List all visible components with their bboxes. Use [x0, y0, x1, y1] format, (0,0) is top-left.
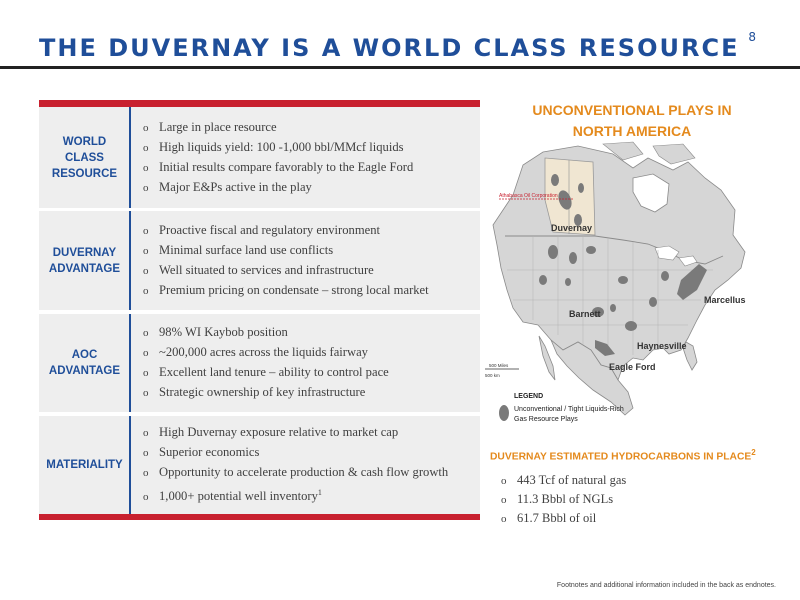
hc-item: o 443 Tcf of natural gas	[501, 471, 626, 490]
bullet-item: o 1,000+ potential well inventory$^1$	[143, 483, 448, 507]
play-area	[586, 246, 596, 254]
bullet-icon: o	[143, 491, 149, 504]
map-title: UNCONVENTIONAL PLAYS IN NORTH AMERICA	[532, 102, 732, 139]
row-label: AOC ADVANTAGE	[48, 349, 121, 377]
page-number: 8	[748, 30, 756, 44]
bullet-icon: o	[143, 161, 149, 174]
play-area-haynesville	[625, 321, 637, 331]
legend-title: LEGEND	[514, 393, 544, 400]
bullet-icon: o	[143, 387, 149, 399]
athabasca-label: Athabasca Oil Corporation	[499, 193, 558, 199]
bullet-icon: o	[143, 347, 149, 359]
row-label: DUVERNAY ADVANTAGE	[48, 246, 121, 275]
bullet-item: o Superior economics	[143, 443, 448, 463]
bullet-icon: o	[143, 426, 149, 439]
bullet-item: o High liquids yield: 100 -1,000 bbl/MMcf liquids	[143, 138, 413, 158]
footnote-marker: 2	[751, 448, 756, 457]
bullet-item: o Large in place resource	[143, 118, 413, 138]
play-area	[578, 183, 584, 193]
legend-text-line1: Unconventional / Tight Liquids-Rich	[514, 406, 624, 413]
row-divider	[129, 416, 131, 514]
bullet-icon: o	[143, 446, 149, 459]
bullet-item: o Minimal surface land use conflicts	[143, 241, 429, 261]
title-rule	[0, 66, 800, 69]
play-area	[661, 271, 669, 281]
footnote-marker: 1	[317, 487, 322, 497]
row-bullets	[143, 416, 448, 514]
bullet-item: o High Duvernay exposure relative to market cap	[143, 423, 448, 443]
marcellus-label: Marcellus	[704, 295, 746, 305]
row-bullets	[143, 211, 429, 310]
haynesville-label: Haynesville	[637, 341, 687, 351]
bullet-icon: o	[501, 475, 507, 487]
eagle-ford-label: Eagle Ford	[609, 362, 656, 372]
play-area	[649, 297, 657, 307]
play-area	[548, 245, 558, 259]
table-row	[39, 314, 480, 412]
table-row	[39, 211, 480, 310]
hydrocarbons-heading: DUVERNAY ESTIMATED HYDROCARBONS IN PLACE$^2$	[490, 448, 756, 463]
bullet-item: o Major E&Ps active in the play	[143, 178, 413, 198]
page-title: THE DUVERNAY IS A WORLD CLASS RESOURCE	[39, 34, 740, 62]
row-divider	[129, 107, 131, 208]
footnote: Footnotes and additional information included in the back as endnotes.	[556, 582, 776, 589]
play-area	[565, 278, 571, 286]
table-row	[39, 416, 480, 514]
north-america-map	[483, 140, 783, 435]
play-area	[610, 304, 616, 312]
advantages-table	[39, 100, 480, 520]
play-area	[569, 252, 577, 264]
bullet-item: o Strategic ownership of key infrastructure	[143, 383, 389, 403]
row-divider	[129, 314, 131, 412]
bullet-icon: o	[143, 121, 149, 134]
bullet-icon: o	[143, 466, 149, 479]
row-divider	[129, 211, 131, 310]
bullet-icon: o	[143, 181, 149, 194]
hydrocarbons-list	[501, 471, 626, 528]
bullet-item: o Premium pricing on condensate – strong local market	[143, 281, 429, 301]
row-label: WORLD CLASS RESOURCE	[51, 135, 118, 180]
legend-swatch	[499, 405, 509, 421]
bullet-item: o Well situated to services and infrastructure	[143, 261, 429, 281]
bullet-item: o Initial results compare favorably to the Eagle Ford	[143, 158, 413, 178]
table-top-bar	[39, 100, 480, 107]
duvernay-label: Duvernay	[551, 223, 593, 233]
row-label: MATERIALITY	[46, 459, 123, 471]
play-area	[618, 276, 628, 284]
bullet-icon: o	[143, 327, 149, 339]
scale-km: 500 km	[485, 373, 500, 378]
barnett-label: Barnett	[569, 309, 601, 319]
bullet-icon: o	[143, 141, 149, 154]
table-row	[39, 107, 480, 208]
bullet-icon: o	[501, 494, 507, 506]
legend-text-line2: Gas Resource Plays	[514, 416, 578, 423]
bullet-icon: o	[143, 224, 149, 237]
bullet-icon: o	[143, 264, 149, 277]
bullet-item: o Excellent land tenure – ability to control pace	[143, 363, 389, 383]
play-area	[539, 275, 547, 285]
bullet-icon: o	[143, 244, 149, 257]
bullet-item: o Proactive fiscal and regulatory environment	[143, 221, 429, 241]
hc-item: o 61.7 Bbbl of oil	[501, 509, 626, 528]
play-area	[551, 174, 559, 186]
scale-miles: 500 Miles	[489, 363, 509, 368]
table-bottom-bar	[39, 514, 480, 520]
bullet-item: o Opportunity to accelerate production & cash flow growth	[143, 463, 448, 483]
bullet-icon: o	[143, 367, 149, 379]
row-bullets	[143, 314, 389, 412]
bullet-icon: o	[501, 513, 507, 525]
bullet-icon: o	[143, 284, 149, 297]
bullet-item: o 98% WI Kaybob position	[143, 323, 389, 343]
hc-item: o 11.3 Bbbl of NGLs	[501, 490, 626, 509]
bullet-item: o ~200,000 acres across the liquids fairway	[143, 343, 389, 363]
row-bullets	[143, 107, 413, 208]
